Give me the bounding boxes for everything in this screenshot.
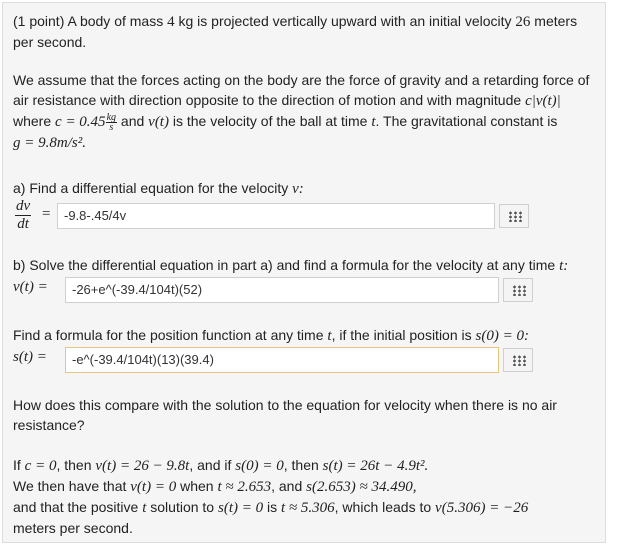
keypad-icon: [512, 355, 526, 366]
position-label: s(t) =: [13, 349, 47, 365]
part-b-question: b) Solve the differential equation in part a) and find a formula for the velocity at any time t:: [13, 257, 569, 274]
velocity-formula-input[interactable]: -26+e^(-39.4/104t)(52): [65, 277, 499, 303]
drag-constant: c = 0.45: [55, 114, 106, 130]
velocity-label: v(t) =: [13, 279, 48, 295]
keypad-icon: [508, 211, 522, 222]
position-formula-input[interactable]: -e^(-39.4/104t)(13)(39.4): [65, 347, 499, 373]
kg-per-s-fraction: $\frac{kg}{s}$: [106, 111, 117, 133]
gravity-constant: g = 9.8m/s².: [13, 135, 86, 151]
part-c-question: Find a formula for the position function at any time t, if the initial position is s(0) = 0:: [13, 327, 529, 344]
dv-dt-label: $\frac{dv}{dt}$: [16, 198, 31, 232]
problem-statement: (1 point) A body of mass 4 kg is projected vertically upward with an initial velocity 26 meters per second.: [13, 13, 578, 50]
problem-panel: (1 point) A body of mass 4 kg is projected vertically upward with an initial velocity 26 meters per second. We assume that the forces acting on the body are the force of gravity and a retarding force of air resistance with direction opposite to the direction of motion and with magnitude c|v(t)| where c = 0.45 $\frac{kg}{s}$ and v(t) is the velocity of the ball at time t. The gravitational constant is g = 9.8m/s². a) Find a differential equation for the velocity v: $\frac{dv}{dt}$ = -9.8-.45/4v b) Solve the differential equation in part a) and find a formula for the velocity at any time t: v(t) = -26+e^(-39.4/104t)(52) Find a formula for the position function at any time t, if the initial position is s(0) = 0: s(t) = -e^(-39.4/104t)(13)(39.4) How does this compare with the solution to the equation for velocity when there is no air resistance? If c = 0, then v(t) = 26 − 9.8t, and if s(0) = 0, then s(t) = 26t − 4.9t². We then have that v(t) = 0 when t ≈ 2.653, and s(2.653) ≈ 34.490, and that the positive t solution to s(t) = 0 is t ≈ 5.306, which leads to v(5.306) = −26 meters per second.: [2, 2, 606, 543]
points-label: (1 point): [13, 13, 65, 29]
assumption-paragraph: We assume that the forces acting on the body are the force of gravity and a retarding force of air resistance with direction opposite to the direction of motion and with magnitude c|v(t)| where c = 0.45 $\frac{kg}{s}$ and v(t) is the velocity of the ball at time t. The gravitational constant is g = 9.8m/s².: [13, 72, 590, 151]
velocity-de-input[interactable]: -9.8-.45/4v: [57, 203, 495, 229]
compare-question: How does this compare with the solution to the equation for velocity when there is no air resistance?: [13, 397, 557, 433]
part-a-question: a) Find a differential equation for the velocity v:: [13, 180, 304, 197]
math-keyboard-button-c[interactable]: [503, 348, 533, 372]
mass-value: 4: [167, 14, 175, 30]
math-keyboard-button-a[interactable]: [499, 204, 529, 228]
math-keyboard-button-b[interactable]: [503, 278, 533, 302]
solution-paragraph: If c = 0, then v(t) = 26 − 9.8t, and if s(0) = 0, then s(t) = 26t − 4.9t². We then have that v(t) = 0 when t ≈ 2.653, and s(2.653) ≈ 34.490, and that the positive t solution to s(t) = 0 is t ≈ 5.306, which leads to v(5.306) = −26 meters per second.: [13, 457, 529, 536]
velocity-value: 26: [515, 14, 531, 30]
keypad-icon: [512, 285, 526, 296]
